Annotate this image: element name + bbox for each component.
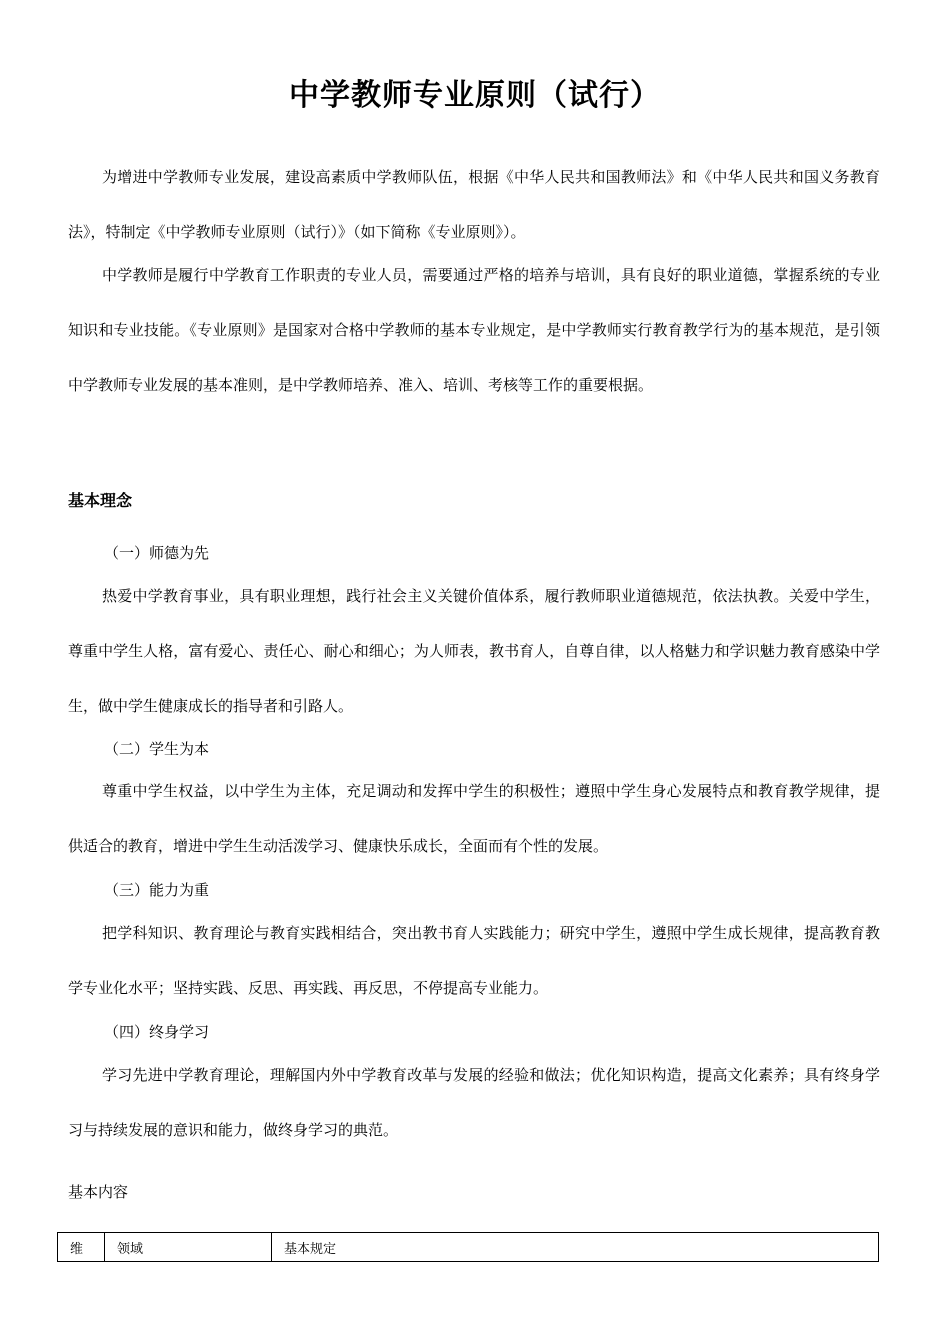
basic-content-table (57, 1232, 879, 1262)
paragraph-ability-focused: 把学科知识、教育理论与教育实践相结合，突出教书育人实践能力；研究中学生，遵照中学生成长规律，提高教育教学专业化水平；坚持实践、反思、再实践、再反思，不停提高专业能力。 (68, 924, 880, 997)
paragraph-ethics-first: 热爱中学教育事业，具有职业理想，践行社会主义关键价值体系，履行教师职业道德规范，依法执教。关爱中学生，尊重中学生人格，富有爱心、责任心、耐心和细心；为人师表，教书育人，自尊自律，以人格魅力和学识魅力教育感染中学生，做中学生健康成长的指导者和引路人。 (68, 587, 880, 715)
table-header-domain: 领域 (105, 1233, 272, 1262)
subheading-ability-focused: （三）能力为重 (104, 881, 210, 899)
section-heading-basic-concept: 基本理念 (68, 491, 133, 510)
table-header-basic-requirements: 基本规定 (272, 1233, 879, 1262)
subheading-student-centered: （二）学生为本 (104, 740, 210, 758)
table-header-row (58, 1233, 879, 1262)
intro-paragraph-2: 中学教师是履行中学教育工作职责的专业人员，需要通过严格的培养与培训，具有良好的职业道德，掌握系统的专业知识和专业技能。《专业原则》是国家对合格中学教师的基本专业规定，是中学教师实行教育教学行为的基本规范，是引领中学教师专业发展的基本准则，是中学教师培养、准入、培训、考核等工作的重要根据。 (68, 266, 880, 394)
paragraph-lifelong-learning: 学习先进中学教育理论，理解国内外中学教育改革与发展的经验和做法；优化知识构造，提高文化素养；具有终身学习与持续发展的意识和能力，做终身学习的典范。 (68, 1066, 880, 1139)
subheading-lifelong-learning: （四）终身学习 (104, 1023, 210, 1041)
section-heading-basic-content: 基本内容 (68, 1183, 129, 1201)
paragraph-student-centered: 尊重中学生权益，以中学生为主体，充足调动和发挥中学生的积极性；遵照中学生身心发展特点和教育教学规律，提供适合的教育，增进中学生生动活泼学习、健康快乐成长，全面而有个性的发展。 (68, 782, 880, 855)
intro-paragraph-1: 为增进中学教师专业发展，建设高素质中学教师队伍，根据《中华人民共和国教师法》和《中华人民共和国义务教育法》，特制定《中学教师专业原则（试行）》（如下简称《专业原则》）。 (68, 168, 880, 241)
document-title: 中学教师专业原则（试行） (289, 78, 661, 113)
subheading-ethics-first: （一）师德为先 (104, 544, 210, 562)
table-header-dimension: 维 (58, 1233, 105, 1262)
